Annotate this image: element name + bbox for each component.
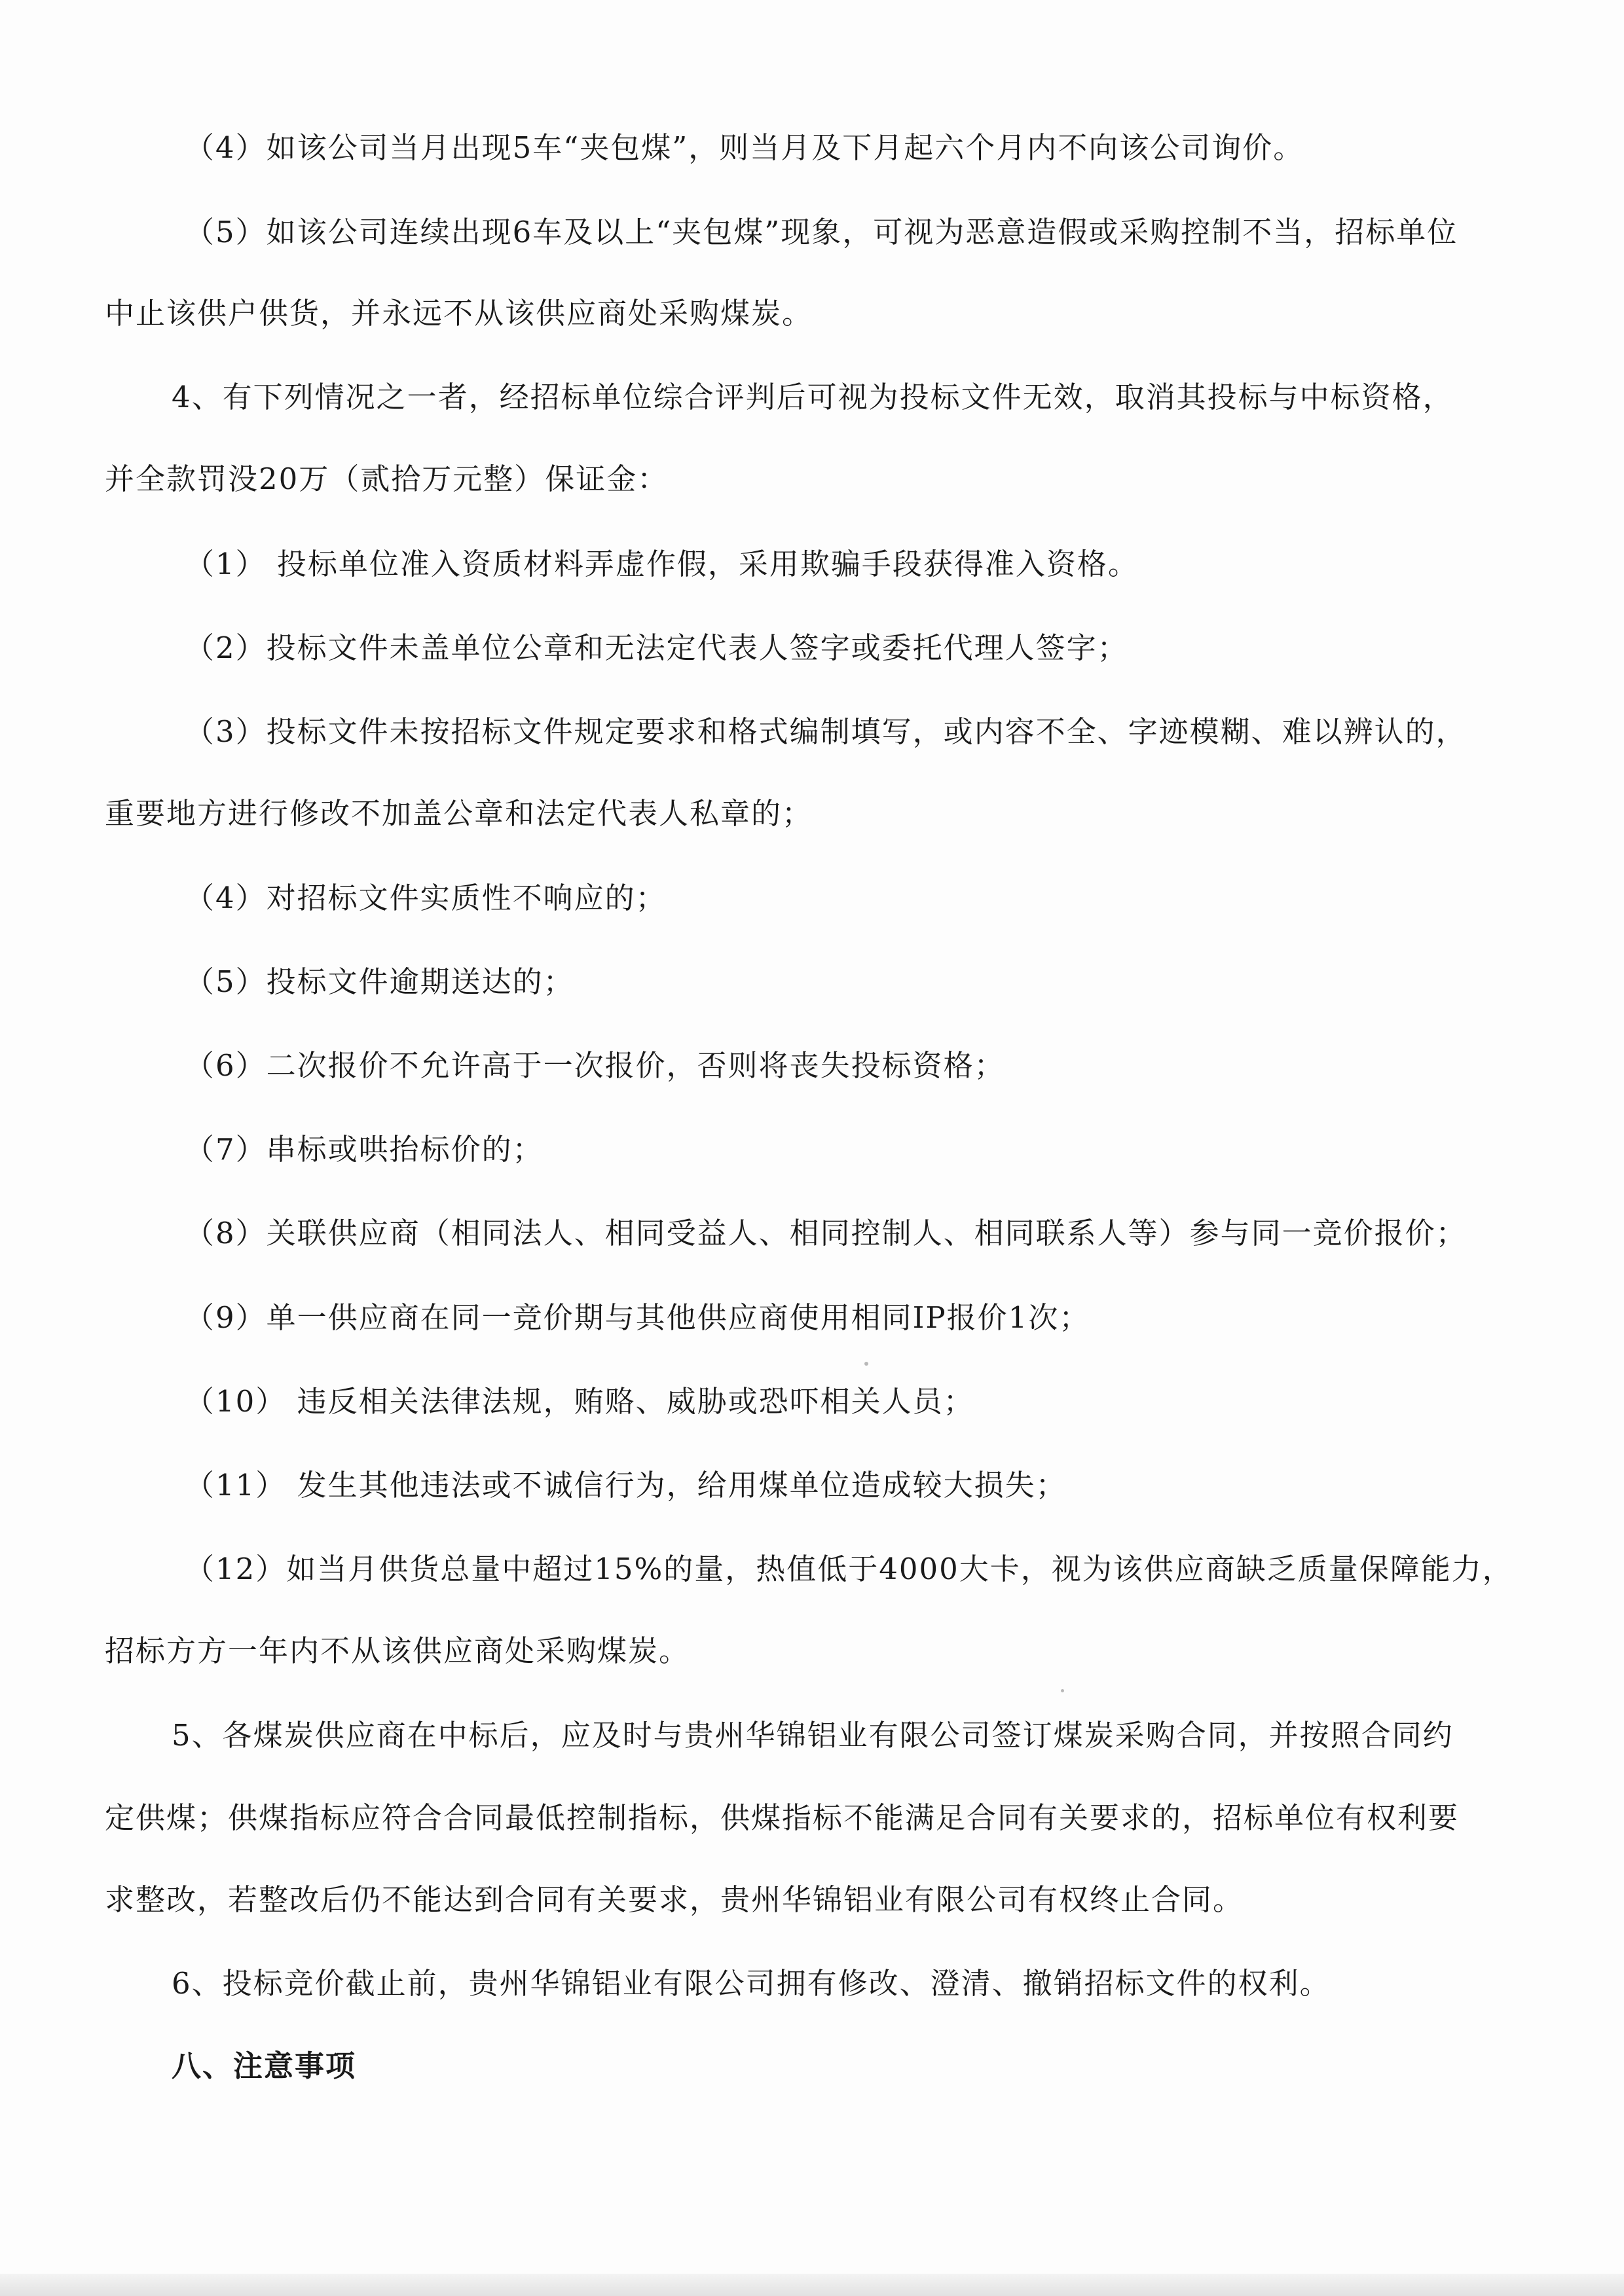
invalid-clause-4: （4）对招标文件实质性不响应的； [185, 881, 667, 915]
item-5-continued-2: 求整改，若整改后仍不能达到合同有关要求，贵州华锦铝业有限公司有权终止合同。 [105, 1882, 1244, 1917]
invalid-clause-2: （2）投标文件未盖单位公章和无法定代表人签字或委托代理人签字； [185, 630, 1128, 665]
scan-bottom-edge [0, 2274, 1624, 2296]
invalid-clause-1: （1） 投标单位准入资质材料弄虚作假，采用欺骗手段获得准入资格。 [185, 547, 1139, 581]
invalid-clause-3-continued: 重要地方进行修改不加盖公章和法定代表人私章的； [105, 796, 813, 831]
scan-speck [864, 1362, 868, 1366]
invalid-clause-12-continued: 招标方方一年内不从该供应商处采购煤炭。 [105, 1633, 690, 1668]
item-4-intro-continued: 并全款罚没20万（贰拾万元整）保证金： [105, 462, 669, 496]
invalid-clause-5: （5）投标文件逾期送达的； [185, 964, 574, 999]
item-4-intro: 4、有下列情况之一者，经招标单位综合评判后可视为投标文件无效，取消其投标与中标资格， [172, 380, 1454, 414]
item-6: 6、投标竞价截止前，贵州华锦铝业有限公司拥有修改、澄清、撤销招标文件的权利。 [172, 1966, 1331, 2001]
scan-speck [1061, 1689, 1064, 1692]
invalid-clause-6: （6）二次报价不允许高于一次报价，否则将丧失投标资格； [185, 1048, 1005, 1083]
invalid-clause-8: （8）关联供应商（相同法人、相同受益人、相同控制人、相同联系人等）参与同一竞价报价； [185, 1216, 1467, 1250]
item-5-continued-1: 定供煤；供煤指标应符合合同最低控制指标，供煤指标不能满足合同有关要求的，招标单位有权利要 [105, 1800, 1460, 1835]
clause-4-5: （5）如该公司连续出现6车及以上“夹包煤”现象，可视为恶意造假或采购控制不当，招标单位 [185, 215, 1458, 249]
invalid-clause-7: （7）串标或哄抬标价的； [185, 1132, 544, 1167]
section-heading-notes: 八、注意事项 [172, 2049, 357, 2083]
invalid-clause-9: （9）单一供应商在同一竞价期与其他供应商使用相同IP报价1次； [185, 1300, 1090, 1335]
invalid-clause-12: （12）如当月供货总量中超过15%的量，热值低于4000大卡，视为该供应商缺乏质量保障能力， [185, 1552, 1513, 1586]
item-5: 5、各煤炭供应商在中标后，应及时与贵州华锦铝业有限公司签订煤炭采购合同，并按照合同约 [172, 1718, 1454, 1753]
invalid-clause-11: （11） 发生其他违法或不诚信行为，给用煤单位造成较大损失； [185, 1468, 1067, 1503]
clause-4-5-continued: 中止该供户供货，并永远不从该供应商处采购煤炭。 [105, 296, 813, 331]
invalid-clause-3: （3）投标文件未按招标文件规定要求和格式编制填写，或内容不全、字迹模糊、难以辨认的， [185, 714, 1467, 749]
clause-4-4: （4）如该公司当月出现5车“夹包煤”，则当月及下月起六个月内不向该公司询价。 [185, 130, 1304, 165]
invalid-clause-10: （10） 违反相关法律法规，贿赂、威胁或恐吓相关人员； [185, 1384, 974, 1419]
